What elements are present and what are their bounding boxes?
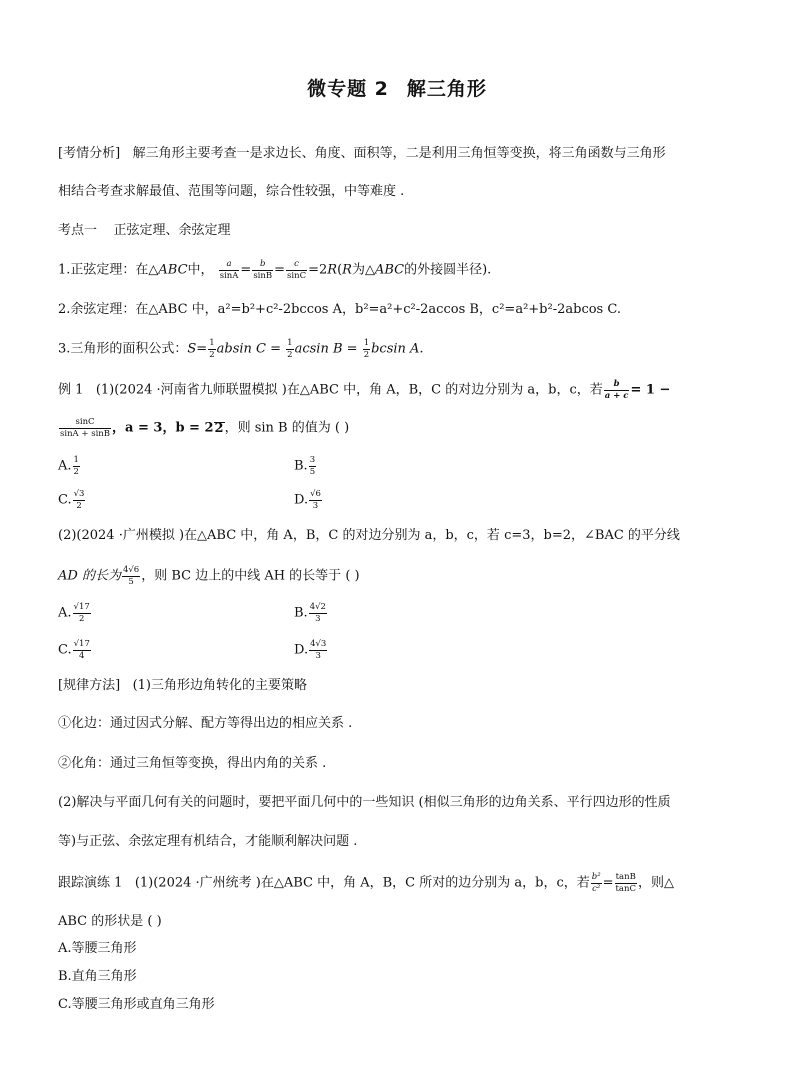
fraction-option-b: $\frac{3}{5}$ (309, 455, 316, 477)
fraction-sinC: $\frac{\sin C}{\sin A + \sin B}$ (60, 417, 111, 439)
example-2-line-2 (58, 566, 360, 587)
title-sub: 解三角形 (406, 78, 487, 100)
example-1-option-c[interactable]: C. $\frac{√3}{2}$ (58, 489, 85, 511)
method-heading (58, 676, 307, 696)
section-title: 正弦定理、余弦定理 (113, 223, 231, 238)
example-1-line-2 (58, 418, 349, 439)
practice-label: 跟踪演练 1 (58, 875, 123, 891)
page-title (0, 74, 794, 101)
area-term-1: absin C = (216, 341, 282, 357)
fraction-option-b: $\frac{4√2}{3}$ (309, 602, 326, 624)
cosine-law-rule: 2.余弦定理：在△ABC 中，a²=b²+c²-2bccos A，b²=a²+c²-2accos B，c²=a²+b²-2abcos C. (58, 302, 621, 317)
analysis-line-2: 相结合考查求解最值、范围等问题，综合性较强，中等难度 . (58, 184, 405, 199)
fraction-tanB-over-tanC: $\frac{\tan B}{\tan C}$ (615, 872, 636, 894)
example-2-ad: AD 的长为 (58, 568, 121, 584)
example-1-label: 例 1 (58, 382, 84, 398)
analysis-label: [考情分析] (58, 146, 121, 161)
sine-law-triangle: ABC (158, 262, 188, 278)
method-point-1: ①化边：通过因式分解、配方等得出边的相应关系 . (58, 716, 353, 731)
fraction-4-root6-over-5: $\frac{4√6}{5}$ (122, 565, 140, 587)
practice-tail: ，则△ (637, 875, 674, 891)
example-2-option-d[interactable]: D. $\frac{4√3}{3}$ (294, 639, 327, 661)
title-main: 微专题 2 (307, 78, 389, 100)
practice-option-a[interactable]: A.等腰三角形 (58, 941, 137, 956)
sine-law-prefix: 1.正弦定理：在△ (58, 262, 159, 278)
example-1-line-1 (58, 380, 670, 401)
example-1-text: (1)(2024 ·河南省九师联盟模拟 )在△ABC 中，角 A，B，C 的对边分别为 a，b，c，若 (95, 382, 603, 398)
method-point-3b: 等)与正弦、余弦定理有机结合，才能顺利解决问题 . (58, 834, 358, 849)
example-1-option-a[interactable]: A. $\frac{1}{2}$ (58, 455, 79, 477)
fraction-b-sinB: $\frac{b}{\sin B}$ (253, 259, 273, 281)
example-2-line-1: (2)(2024 ·广州模拟 )在△ABC 中，角 A，B，C 的对边分别为 a，b，c，若 c=3，b=2，∠BAC 的平分线 (58, 528, 680, 543)
fraction-b2-over-c2: $\frac{\text{b²}}{\text{c²}}$ (591, 872, 601, 894)
sine-law-suffix2: 的外接圆半径). (404, 262, 492, 278)
sine-law-R2: R (342, 262, 352, 278)
sine-law-paren: ( (337, 262, 343, 278)
practice-text: (1)(2024 ·广州统考 )在△ABC 中，角 A，B，C 所对的边分别为 a，b，c，若 (134, 875, 590, 891)
example-2-option-a[interactable]: A. $\frac{√17}{2}$ (58, 602, 90, 624)
sine-law-eq: =2 (308, 262, 328, 278)
method-label: [规律方法] (58, 678, 121, 693)
example-2-option-c[interactable]: C. $\frac{√17}{4}$ (58, 639, 90, 661)
fraction-c-sinC: $\frac{c}{\sin C}$ (287, 259, 307, 281)
method-point-3a: (2)解决与平面几何有关的问题时，要把平面几何中的一些知识 (相似三角形的边角关系、平行四边形的性质 (58, 795, 671, 810)
sine-law-mid: 中， (187, 262, 214, 278)
practice-line-1: 跟踪演练 1 (1)(2024 ·广州统考 )在△ABC 中，角 A，B，C 所对的边分别为 a，b，c，若 $\frac{\text{b²}}{\text{c²}}$ = $\frac{\tan B}{\tan C}$ ，则△ (58, 872, 674, 894)
sine-law-suffix1: 为△ (351, 262, 375, 278)
fraction-half-3: $\frac{1}{2}$ (363, 338, 370, 360)
sine-law-triangle2: ABC (374, 262, 405, 278)
sine-law-R: R (327, 262, 338, 278)
analysis-text-1: 解三角形主要考查一是求边长、角度、面积等，二是利用三角恒等变换，将三角函数与三角形 (132, 146, 666, 161)
area-prefix: 3.三角形的面积公式： (58, 341, 188, 357)
example-1-option-d[interactable]: D. $\frac{√6}{3}$ (294, 489, 321, 511)
example-1-values: ，a = 3，b = 2 (112, 420, 214, 436)
section-label: 考点一 (58, 223, 98, 238)
area-S: S= (187, 341, 208, 357)
practice-line-2: ABC 的形状是 ( ) (58, 914, 162, 929)
fraction-a-sinA: $\frac{a}{\sin A}$ (219, 259, 239, 281)
area-term-3: bcsin A. (371, 341, 424, 357)
area-term-2: acsin B = (294, 341, 358, 357)
section-heading (58, 221, 231, 241)
example-1-question: ，则 sin B 的值为 ( ) (224, 420, 350, 436)
fraction-option-d: $\frac{4√3}{3}$ (310, 639, 327, 661)
practice-option-b[interactable]: B.直角三角形 (58, 969, 137, 984)
method-point-2: ②化角：通过三角恒等变换，得出内角的关系 . (58, 756, 327, 771)
example-2-question: ，则 BC 边上的中线 AH 的长等于 ( ) (141, 568, 360, 584)
sine-law-rule: 1.正弦定理：在△ABC中， $\frac{a}{\sin A}$ = $\frac{b}{\sin B}$ = $\frac{c}{\sin C}$ =2R(R为△ABC的外接圆半径). (58, 259, 492, 281)
fraction-option-c: $\frac{√3}{2}$ (73, 489, 85, 511)
fraction-half-1: $\frac{1}{2}$ (209, 338, 215, 360)
area-formula-rule (58, 339, 424, 360)
practice-option-c[interactable]: C.等腰三角形或直角三角形 (58, 997, 215, 1012)
analysis-line-1 (58, 144, 666, 164)
fraction-half-2: $\frac{1}{2}$ (287, 338, 293, 360)
method-head: (1)三角形边角转化的主要策略 (132, 678, 307, 693)
example-2-option-b[interactable]: B. $\frac{4√2}{3}$ (294, 602, 326, 624)
fraction-option-a: $\frac{√17}{2}$ (73, 602, 90, 624)
fraction-b-over-a-plus-c: $\frac{b}{a + c}$ (604, 379, 629, 401)
example-1-tail: = 1 − (630, 382, 671, 398)
example-1-option-b[interactable]: B. $\frac{3}{5}$ (294, 455, 316, 477)
fraction-option-c: $\frac{√17}{4}$ (73, 639, 90, 661)
fraction-option-d: $\frac{√6}{3}$ (310, 489, 321, 511)
sqrt-2: 2 (214, 420, 224, 436)
fraction-option-a: $\frac{1}{2}$ (73, 455, 79, 477)
